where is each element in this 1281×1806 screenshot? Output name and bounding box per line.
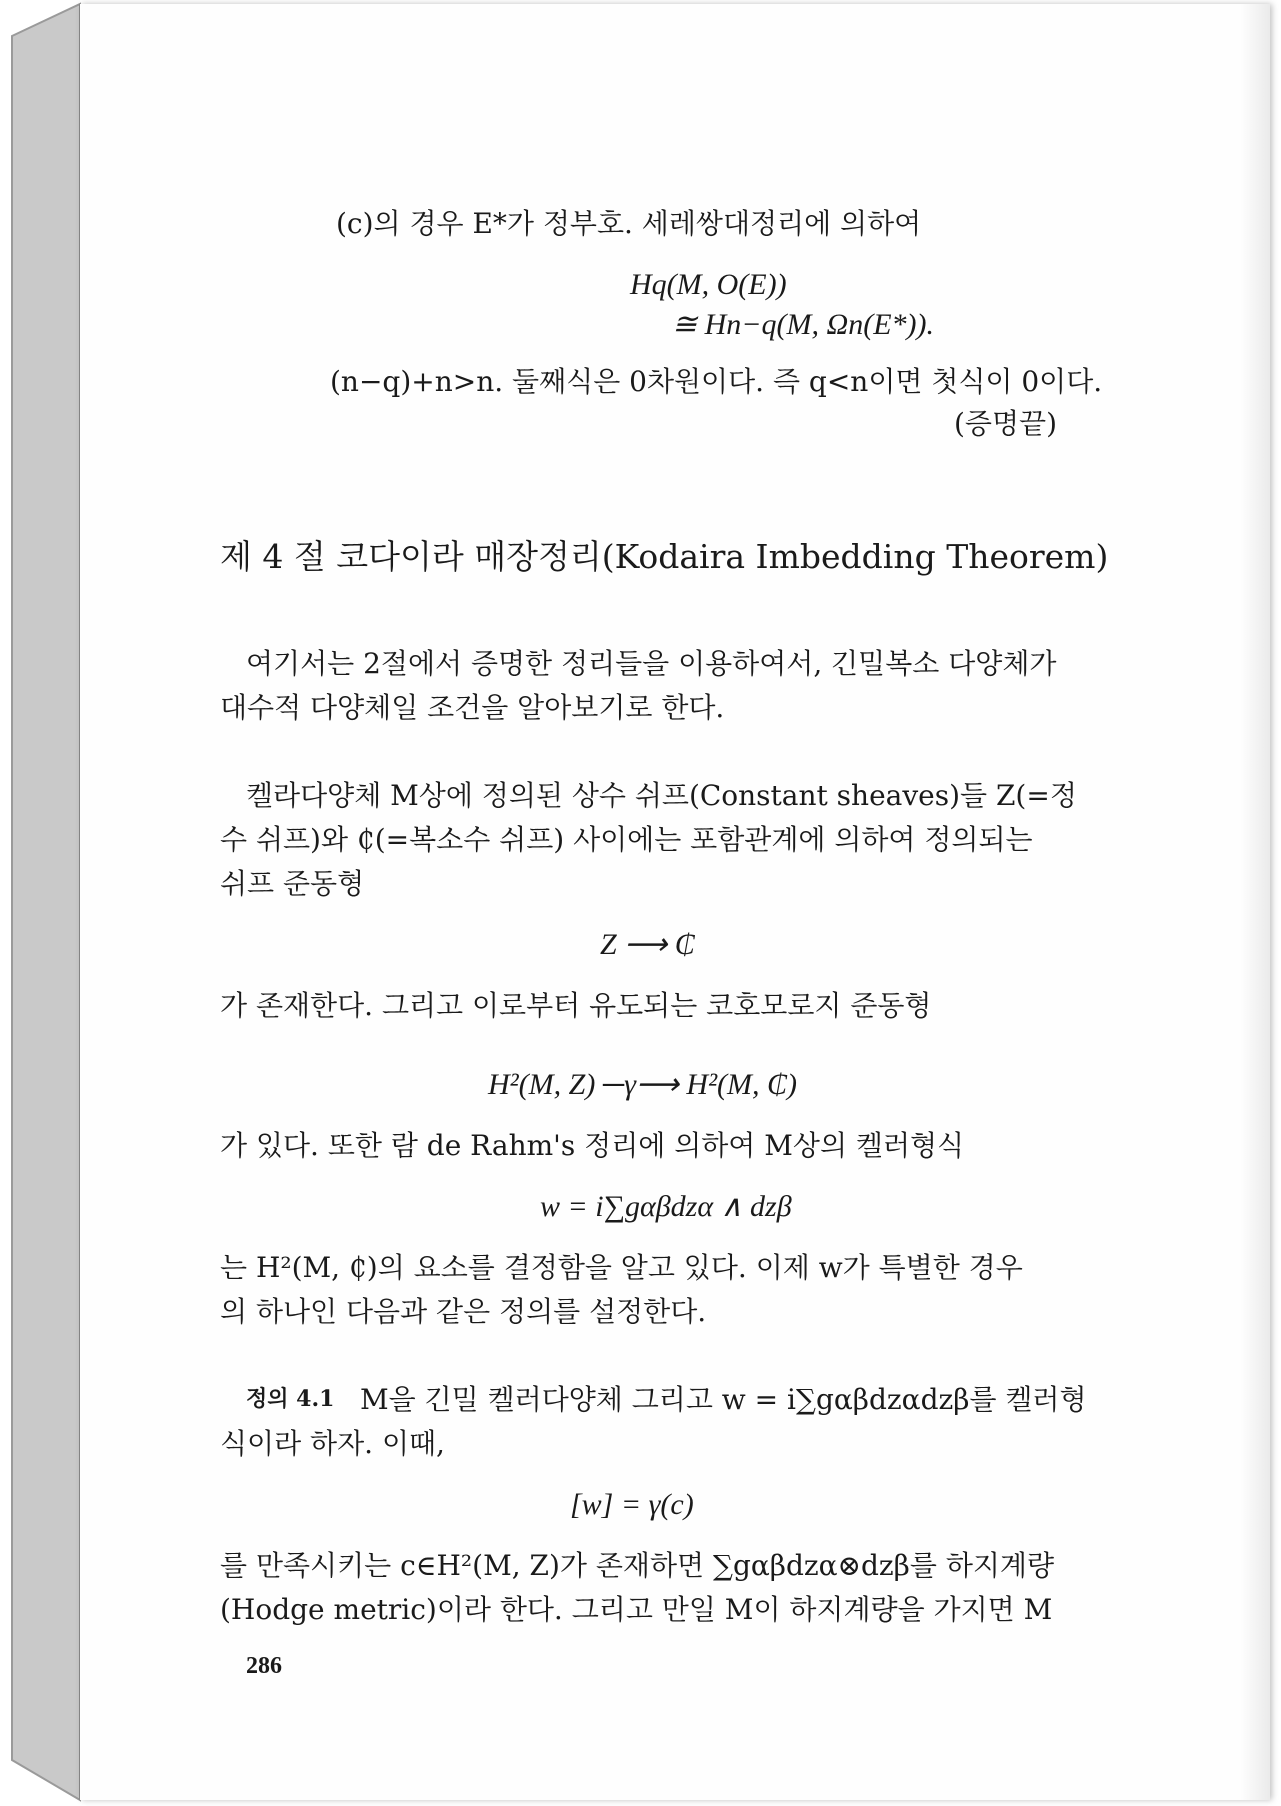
text-line-3: 여기서는 2절에서 증명한 정리들을 이용하여서, 긴밀복소 다양체가 — [246, 647, 1057, 680]
text-line-1: (c)의 경우 E*가 정부호. 세레쌍대정리에 의하여 — [336, 207, 922, 240]
text-line-2: (n−q)+n>n. 둘째식은 0차원이다. 즉 q<n이면 첫식이 0이다. — [330, 365, 1103, 398]
equation-line-2: ≅ Hn−q(M, Ωn(E*)). — [672, 308, 935, 341]
text-line-8: 가 존재한다. 그리고 이로부터 유도되는 코호모로지 준동형 — [220, 989, 932, 1022]
book-page — [80, 4, 1270, 1800]
text-line-13: 식이라 하자. 이때, — [220, 1427, 445, 1460]
text-line-9: 가 있다. 또한 람 de Rahm's 정리에 의하여 M상의 켈러형식 — [220, 1129, 965, 1162]
section-heading: 제 4 절 코다이라 매장정리(Kodaira Imbedding Theorem) — [220, 537, 1109, 576]
page-edge-shadow — [1240, 4, 1270, 1800]
proof-end-mark: (증명끝) — [954, 407, 1057, 440]
text-line-10: 는 H²(M, ₵)의 요소를 결정함을 알고 있다. 이제 w가 특별한 경우 — [220, 1251, 1023, 1284]
text-line-7: 쉬프 준동형 — [220, 867, 365, 900]
page-number: 286 — [246, 1653, 282, 1679]
equation-line-1: Hq(M, O(E)) — [630, 268, 787, 301]
equation-line-6: [w] = γ(c) — [570, 1488, 694, 1521]
text-line-5: 켈라다양체 M상에 정의된 상수 쉬프(Constant sheaves)들 Z(=정 — [246, 779, 1077, 812]
text-line-6: 수 쉬프)와 ₵(=복소수 쉬프) 사이에는 포함관계에 의하여 정의되는 — [220, 823, 1033, 856]
text-line-4: 대수적 다양체일 조건을 알아보기로 한다. — [220, 691, 725, 724]
text-line-14: 를 만족시키는 c∈H²(M, Z)가 존재하면 ∑gαβdzα⊗dzβ를 하지계량 — [220, 1549, 1055, 1582]
definition-label: 정의 4.1 — [246, 1386, 335, 1412]
text-line-15: (Hodge metric)이라 한다. 그리고 만일 M이 하지계량을 가지면 M — [220, 1593, 1053, 1626]
text-line-11: 의 하나인 다음과 같은 정의를 설정한다. — [220, 1295, 707, 1328]
equation-line-3: Z ⟶ ₵ — [600, 928, 695, 961]
equation-line-4: H²(M, Z) ─γ⟶ H²(M, ₵) — [488, 1068, 798, 1101]
text-line-12: M을 긴밀 켈러다양체 그리고 w = i∑gαβdzαdzβ를 켈러형 — [360, 1383, 1087, 1416]
equation-line-5: w = i∑gαβdzα ∧ dzβ — [540, 1190, 792, 1223]
